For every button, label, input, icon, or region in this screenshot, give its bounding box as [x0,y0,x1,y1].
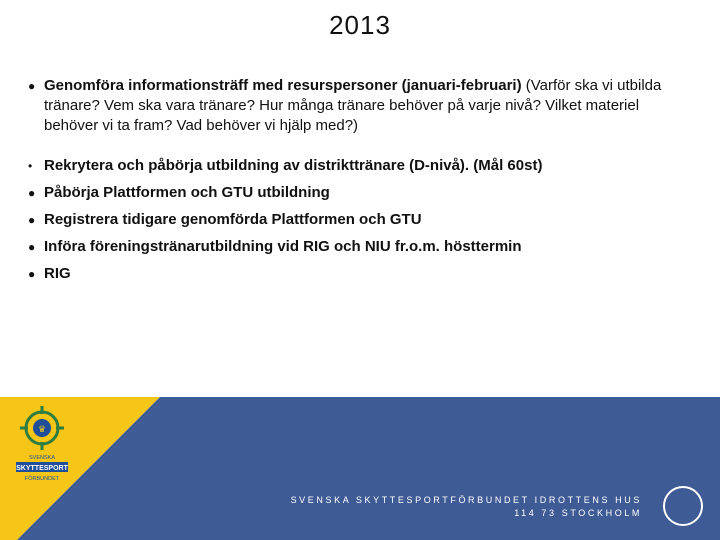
slide-title: 2013 [329,10,391,40]
bullet-icon: ● [28,240,36,254]
list-item [28,210,688,230]
bullet-icon: ● [28,267,36,281]
list-item [28,183,688,203]
address-line-1: SVENSKA SKYTTESPORTFÖRBUNDET IDROTTENS HUS [290,495,642,505]
bullet-bold-text: Registrera tidigare genomförda Plattformen och GTU [44,211,422,228]
bullet-bold-text: Genomföra informationsträff med resurspersoner (januari-februari) [44,77,522,94]
list-item [28,156,688,176]
bullet-bold-text: Rekrytera och påbörja utbildning av distrikttränare (D-nivå). (Mål 60st) [44,157,543,174]
address-line-2: 114 73 STOCKHOLM [514,508,642,518]
bullet-bold-text: Påbörja Plattformen och GTU utbildning [44,184,330,201]
bullet-bold-text: RIG [44,265,71,282]
bullet-icon: ● [28,213,36,227]
svg-text:♛: ♛ [37,425,47,435]
federation-logo [12,406,72,488]
footer-address [270,494,642,520]
bullet-icon: ● [28,186,36,200]
bullet-list [28,76,688,291]
logo-text-2: SKYTTESPORT [16,465,68,472]
circle-icon [663,486,703,526]
logo-text-1: SVENSKA [29,455,55,461]
list-item [28,237,688,257]
list-item [28,76,688,136]
bullet-detail-text: (Varför ska vi utbilda tränare? Vem ska vara tränare? Hur många tränare behöver på varje nivå? Vilket materiel behöver vi ta fram? Vad behöver vi hjälp med?) [44,77,662,134]
bullet-icon: ● [28,79,36,93]
bullet-icon: • [28,159,33,173]
logo-text-3: FÖRBUNDET [24,476,60,482]
bullet-bold-text: Införa föreningstränarutbildning vid RIG och NIU fr.o.m. hösttermin [44,238,522,255]
list-item [28,264,688,284]
